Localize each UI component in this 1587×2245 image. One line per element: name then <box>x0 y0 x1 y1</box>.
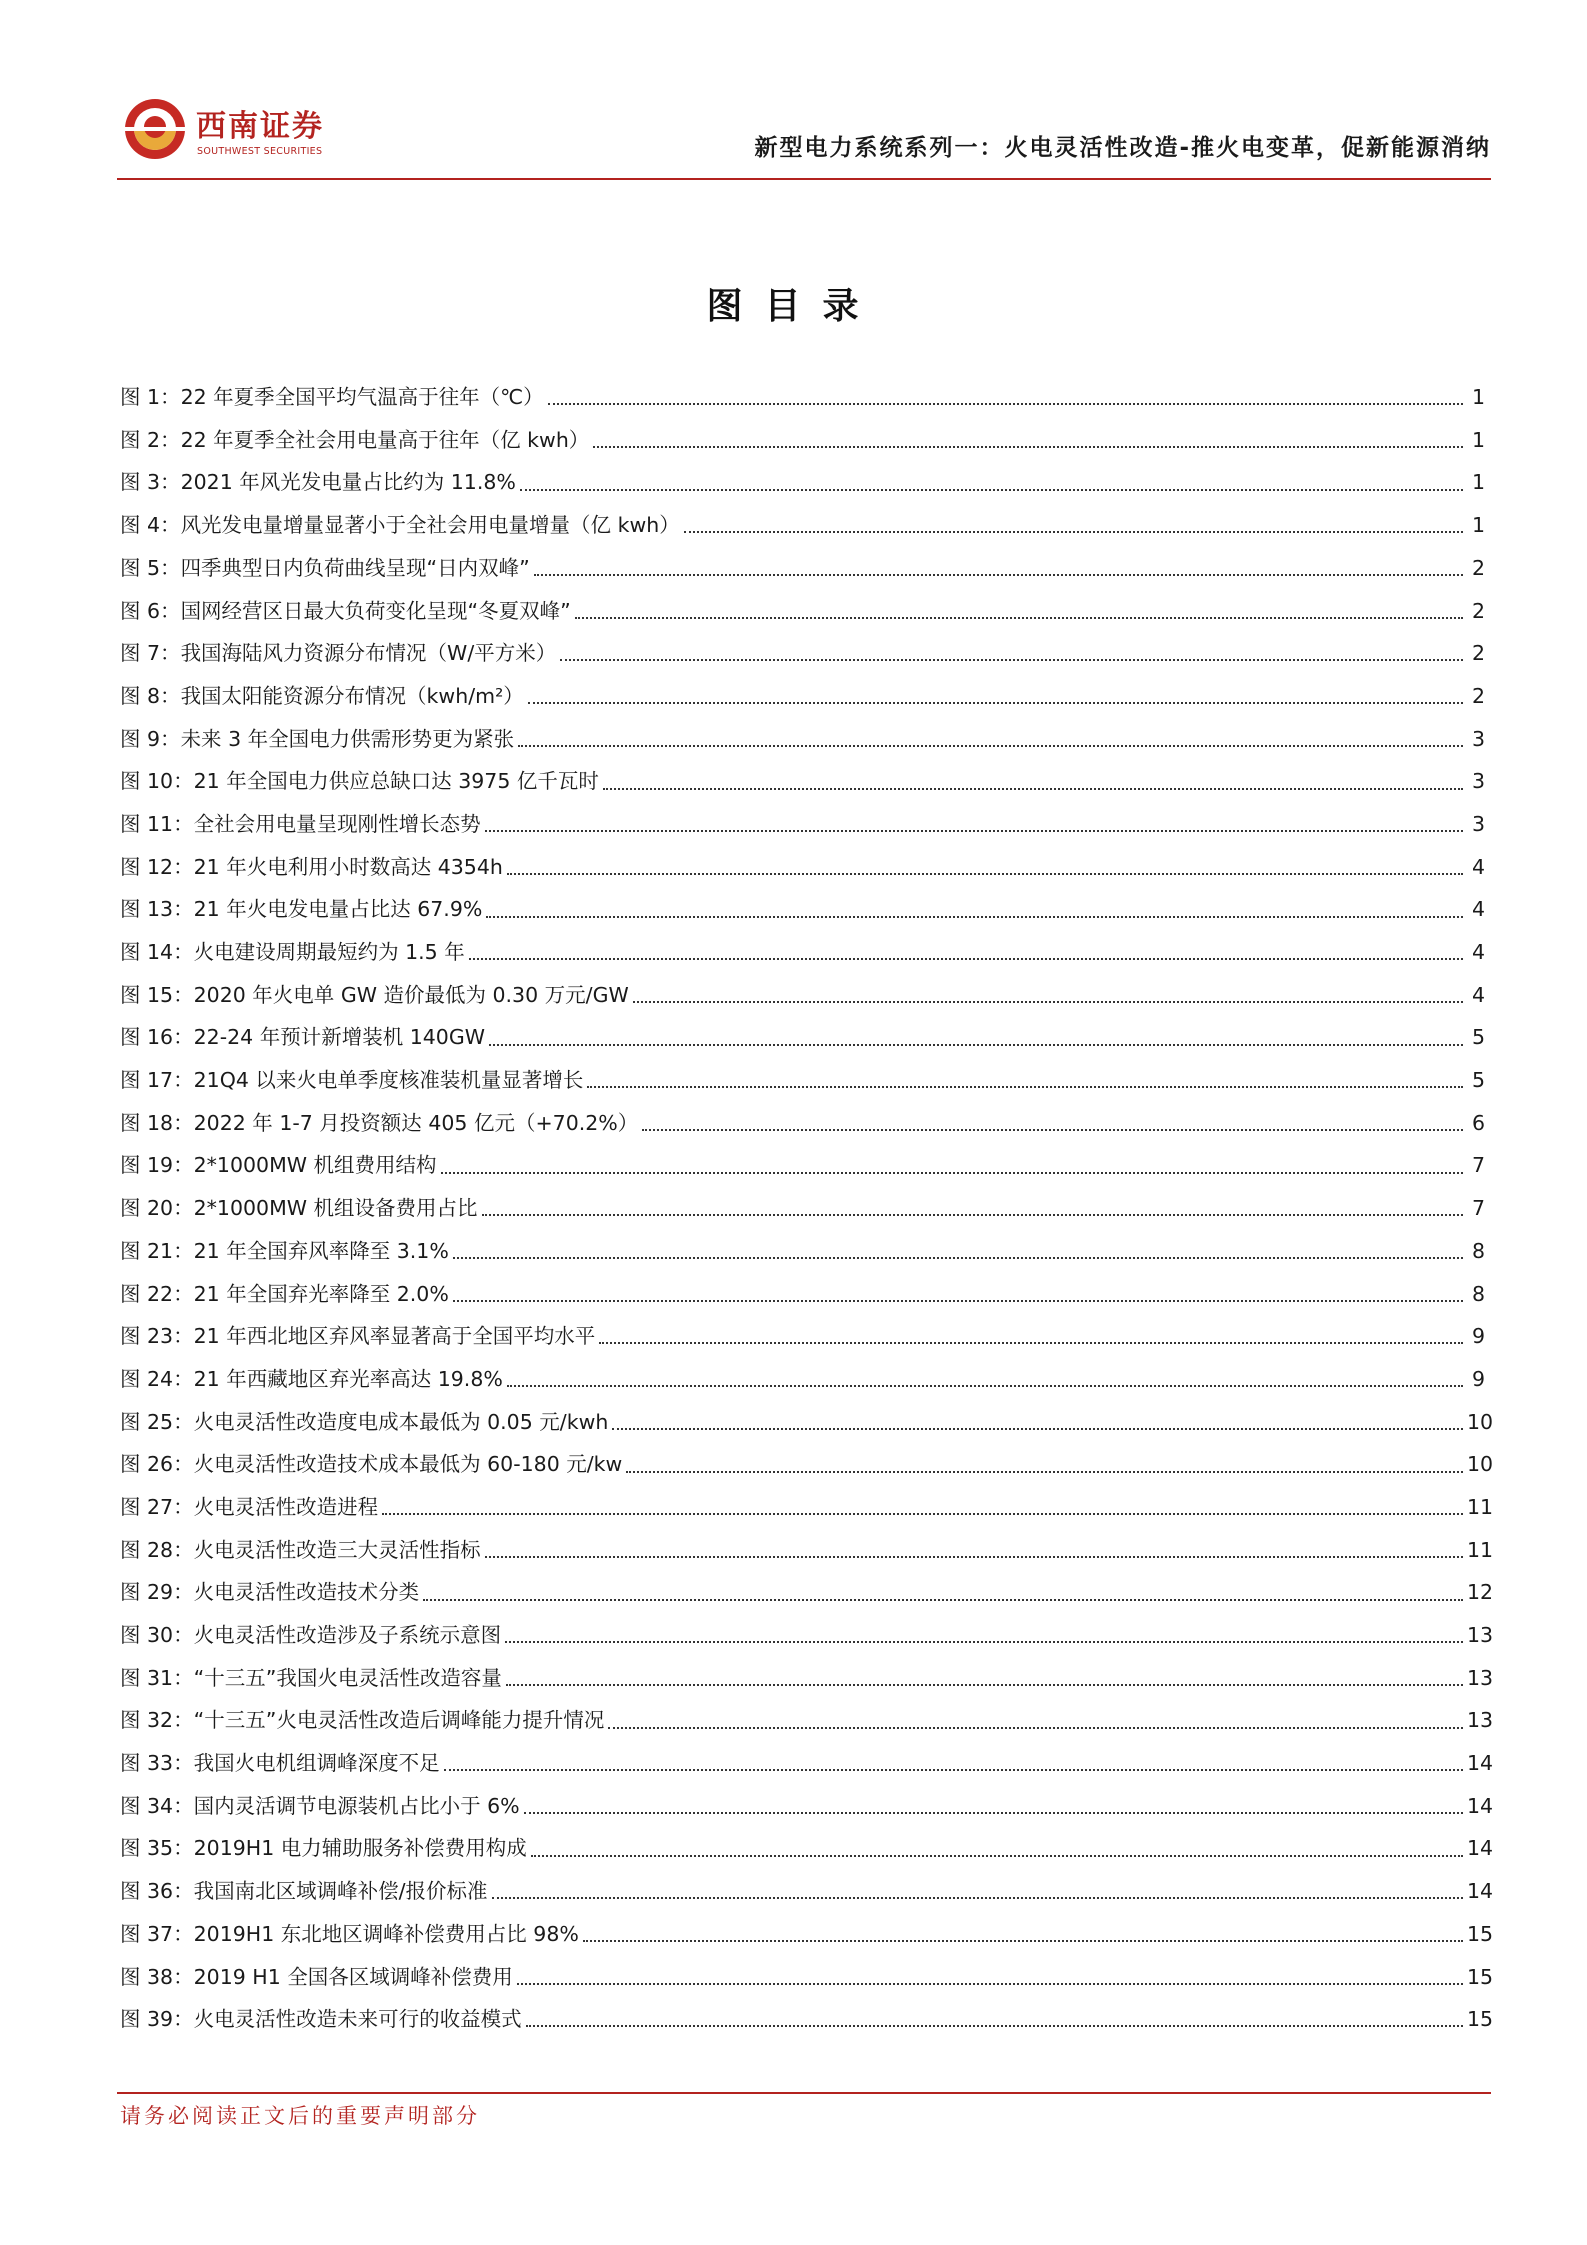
page-title: 图目录 <box>706 285 881 327</box>
toc-entry-title <box>120 1793 520 1818</box>
toc-entry-label: 图 11： <box>120 811 194 836</box>
toc-leader-dots <box>506 1684 1463 1686</box>
toc-entry-title <box>120 982 629 1007</box>
toc-page-number: 15 <box>1467 1921 1494 1946</box>
toc-leader-dots <box>423 1599 1463 1601</box>
toc-entry-label: 图 27： <box>120 1494 194 1519</box>
toc-page-number: 15 <box>1467 2007 1494 2032</box>
toc-entry[interactable] <box>120 1614 1494 1657</box>
toc-entry-text: 21 年火电利用小时数高达 4354h <box>193 854 503 879</box>
toc-entry[interactable] <box>120 675 1485 718</box>
toc-entry-label: 图 33： <box>120 1751 194 1776</box>
toc-entry-title <box>120 1326 595 1347</box>
toc-entry-title <box>120 1281 449 1306</box>
toc-leader-dots <box>444 1769 1463 1771</box>
toc-entry-label: 图 6： <box>120 598 181 623</box>
toc-leader-dots <box>507 1385 1463 1387</box>
toc-entry-label: 图 12： <box>120 854 194 879</box>
toc-page-number: 14 <box>1467 1879 1494 1904</box>
toc-entry[interactable] <box>120 1657 1494 1700</box>
toc-page-number: 10 <box>1467 1409 1494 1434</box>
toc-leader-dots <box>603 788 1463 790</box>
toc-entry-label: 图 9： <box>120 726 181 751</box>
toc-entry[interactable] <box>120 1272 1485 1315</box>
toc-entry-label: 图 20： <box>120 1196 194 1221</box>
toc-page-number: 14 <box>1467 1793 1494 1818</box>
toc-leader-dots <box>526 2025 1463 2027</box>
toc-page-number: 9 <box>1471 1366 1485 1391</box>
toc-entry[interactable] <box>120 1870 1494 1913</box>
toc-page-number: 13 <box>1467 1623 1494 1648</box>
toc-entry-text: 2020 年火电单 GW 造价最低为 0.30 万元/GW <box>193 982 629 1007</box>
toc-entry-label: 图 14： <box>120 940 194 965</box>
toc-leader-dots <box>489 1044 1463 1046</box>
toc-entry[interactable] <box>120 846 1485 889</box>
toc-entry-label: 图 1： <box>120 385 181 410</box>
toc-entry[interactable] <box>120 589 1485 632</box>
toc-entry[interactable] <box>120 1955 1494 1998</box>
toc-leader-dots <box>528 702 1463 704</box>
toc-page-number: 4 <box>1471 897 1485 922</box>
toc-page-number: 8 <box>1471 1281 1485 1306</box>
toc-leader-dots <box>518 745 1463 747</box>
toc-page-number: 13 <box>1467 1708 1494 1733</box>
toc-leader-dots <box>485 1556 1463 1558</box>
toc-entry-title <box>120 1366 503 1391</box>
toc-entry[interactable] <box>120 1187 1485 1230</box>
toc-entry-label: 图 29： <box>120 1580 194 1605</box>
toc-entry[interactable] <box>120 718 1485 761</box>
toc-entry-text: 火电灵活性改造三大灵活性指标 <box>193 1537 481 1562</box>
toc-leader-dots <box>548 403 1463 405</box>
toc-entry-title <box>120 1494 379 1519</box>
toc-entry-text: 2021 年风光发电量占比约为 11.8% <box>180 470 516 495</box>
toc-entry-label: 图 35： <box>120 1836 194 1861</box>
toc-entry-label: 图 15： <box>120 982 194 1007</box>
toc-entry-label: 图 30： <box>120 1623 194 1648</box>
toc-entry-text: 我国海陆风力资源分布情况（W/平方米） <box>180 641 557 666</box>
toc-entry[interactable] <box>120 461 1485 504</box>
toc-leader-dots <box>505 1641 1463 1643</box>
toc-entry-label: 图 18： <box>120 1110 194 1135</box>
toc-page-number: 7 <box>1471 1196 1485 1221</box>
toc-page-number: 14 <box>1467 1836 1494 1861</box>
toc-entry-title <box>120 1070 583 1091</box>
toc-leader-dots <box>482 1214 1463 1216</box>
toc-leader-dots <box>453 1300 1463 1302</box>
toc-entry-text: 我国南北区域调峰补偿/报价标准 <box>193 1879 488 1904</box>
toc-entry-label: 图 3： <box>120 470 181 495</box>
toc-leader-dots <box>469 958 1463 960</box>
toc-entry-label: 图 4： <box>120 513 181 538</box>
toc-entry-title <box>120 1110 639 1135</box>
toc-leader-dots <box>583 1940 1463 1942</box>
toc-entry-text: 火电灵活性改造技术成本最低为 60-180 元/kw <box>193 1452 623 1477</box>
toc-entry-label: 图 16： <box>120 1025 194 1050</box>
toc-entry[interactable] <box>120 1016 1485 1059</box>
toc-page-number: 7 <box>1471 1153 1485 1178</box>
toc-entry-label: 图 36： <box>120 1879 194 1904</box>
toc-entry-label: 图 17： <box>120 1068 194 1093</box>
toc-entry-text: 火电建设周期最短约为 1.5 年 <box>193 940 465 965</box>
toc-entry-title <box>120 598 571 623</box>
toc-entry-title <box>120 1238 449 1263</box>
logo-icon <box>120 94 190 164</box>
toc-entry-title <box>120 515 680 536</box>
toc-entry[interactable] <box>120 1571 1494 1614</box>
toc-entry-title <box>120 771 599 792</box>
toc-entry-text: 22 年夏季全国平均气温高于往年（℃） <box>180 385 544 410</box>
toc-entry-label: 图 19： <box>120 1153 194 1178</box>
toc-entry-text: 2*1000MW 机组费用结构 <box>193 1153 437 1178</box>
toc-entry-text: 全社会用电量呈现刚性增长态势 <box>193 811 481 836</box>
toc-entry-title <box>120 472 516 493</box>
toc-page-number: 4 <box>1471 982 1485 1007</box>
document-title: 新型电力系统系列一：火电灵活性改造-推火电变革，促新能源消纳 <box>754 135 1491 161</box>
toc-leader-dots <box>492 1897 1463 1899</box>
toc-leader-dots <box>441 1172 1463 1174</box>
toc-entry[interactable] <box>120 419 1485 462</box>
toc-entry[interactable] <box>120 1059 1485 1102</box>
toc-entry[interactable] <box>120 1913 1494 1956</box>
toc-entry-label: 图 32： <box>120 1708 194 1733</box>
header-divider <box>117 178 1491 180</box>
toc-entry-label: 图 13： <box>120 897 194 922</box>
toc-entry-text: 21 年西藏地区弃光率高达 19.8% <box>193 1366 503 1391</box>
toc-entry[interactable] <box>120 888 1485 931</box>
toc-entry-label: 图 5： <box>120 555 181 580</box>
company-logo <box>120 94 190 164</box>
toc-entry-title <box>120 942 465 963</box>
toc-entry-text: 火电灵活性改造涉及子系统示意图 <box>193 1623 502 1648</box>
toc-leader-dots <box>560 659 1463 661</box>
toc-entry-title <box>120 683 524 708</box>
toc-entry-text: 21Q4 以来火电单季度核准装机量显著增长 <box>193 1068 584 1093</box>
toc-entry-title <box>120 1665 502 1690</box>
figure-list <box>120 376 1494 2041</box>
toc-page-number: 3 <box>1471 811 1485 836</box>
toc-leader-dots <box>520 489 1463 491</box>
toc-page-number: 1 <box>1471 470 1485 495</box>
footer-divider <box>117 2092 1491 2094</box>
toc-page-number: 1 <box>1471 513 1485 538</box>
toc-entry[interactable] <box>120 547 1485 590</box>
toc-leader-dots <box>507 873 1463 875</box>
toc-entry[interactable] <box>120 1529 1494 1572</box>
toc-entry-label: 图 25： <box>120 1409 194 1434</box>
toc-entry-title <box>120 387 544 408</box>
toc-page-number: 11 <box>1467 1537 1494 1562</box>
toc-entry-text: 我国太阳能资源分布情况（kwh/m²） <box>180 683 524 708</box>
toc-entry-text: 21 年西北地区弃风率显著高于全国平均水平 <box>193 1324 596 1349</box>
toc-leader-dots <box>485 830 1463 832</box>
toc-page-number: 6 <box>1471 1110 1485 1135</box>
toc-page-number: 2 <box>1471 683 1485 708</box>
toc-entry[interactable] <box>120 1144 1485 1187</box>
toc-page-number: 10 <box>1467 1452 1494 1477</box>
toc-entry[interactable] <box>120 1699 1494 1742</box>
toc-entry-title <box>120 1753 440 1774</box>
toc-page-number: 4 <box>1471 940 1485 965</box>
toc-entry-label: 图 2： <box>120 427 181 452</box>
toc-entry-text: 21 年全国弃风率降至 3.1% <box>193 1238 449 1263</box>
toc-leader-dots <box>486 916 1463 918</box>
toc-entry[interactable] <box>120 931 1485 974</box>
toc-entry[interactable] <box>120 760 1485 803</box>
toc-leader-dots <box>575 617 1463 619</box>
toc-entry-text: 四季典型日内负荷曲线呈现“日内双峰” <box>180 555 530 580</box>
toc-entry[interactable] <box>120 1785 1494 1828</box>
toc-entry-title <box>120 1921 579 1946</box>
toc-entry-text: 21 年全国电力供应总缺口达 3975 亿千瓦时 <box>193 769 599 794</box>
toc-entry-text: 21 年火电发电量占比达 67.9% <box>193 897 483 922</box>
toc-entry[interactable] <box>120 1742 1494 1785</box>
toc-entry-title <box>120 1881 488 1902</box>
toc-entry[interactable] <box>120 376 1485 419</box>
toc-page-number: 9 <box>1471 1324 1485 1349</box>
toc-entry-label: 图 24： <box>120 1366 194 1391</box>
toc-entry-label: 图 37： <box>120 1921 194 1946</box>
toc-entry-title <box>120 1625 501 1646</box>
toc-entry-label: 图 38： <box>120 1964 194 1989</box>
toc-entry-label: 图 26： <box>120 1452 194 1477</box>
brand-name-cn: 西南证券 <box>196 109 324 144</box>
toc-page-number: 2 <box>1471 598 1485 623</box>
toc-entry-text: “十三五”我国火电灵活性改造容量 <box>193 1665 502 1690</box>
toc-entry-title <box>120 726 515 751</box>
toc-page-number: 4 <box>1471 854 1485 879</box>
toc-page-number: 12 <box>1467 1580 1494 1605</box>
toc-page-number: 14 <box>1467 1751 1494 1776</box>
toc-entry-text: 22 年夏季全社会用电量高于往年（亿 kwh） <box>180 427 590 452</box>
toc-entry[interactable] <box>120 1443 1494 1486</box>
toc-leader-dots <box>599 1342 1463 1344</box>
toc-entry-title <box>120 1582 419 1603</box>
toc-entry-title <box>120 555 530 580</box>
toc-entry[interactable] <box>120 1102 1485 1145</box>
toc-leader-dots <box>608 1727 1463 1729</box>
toc-entry-title <box>120 1838 527 1859</box>
toc-entry-label: 图 28： <box>120 1537 194 1562</box>
toc-entry-text: 2019H1 电力辅助服务补偿费用构成 <box>193 1836 527 1861</box>
toc-entry-title <box>120 1155 437 1176</box>
toc-entry-title <box>120 1027 485 1048</box>
toc-entry[interactable] <box>120 632 1485 675</box>
toc-entry-text: 风光发电量增量显著小于全社会用电量增量（亿 kwh） <box>180 513 680 538</box>
toc-entry-title <box>120 811 481 836</box>
toc-entry-title <box>120 427 590 452</box>
toc-leader-dots <box>382 1513 1463 1515</box>
toc-leader-dots <box>517 1983 1463 1985</box>
toc-leader-dots <box>524 1812 1463 1814</box>
brand-name-en: SOUTHWEST SECURITIES <box>197 146 323 157</box>
toc-entry-title <box>120 1964 513 1989</box>
toc-entry-text: “十三五”火电灵活性改造后调峰能力提升情况 <box>193 1708 605 1733</box>
toc-entry-text: 2019H1 东北地区调峰补偿费用占比 98% <box>193 1921 579 1946</box>
toc-page-number: 2 <box>1471 641 1485 666</box>
toc-entry-title <box>120 854 503 879</box>
toc-page-number: 3 <box>1471 726 1485 751</box>
toc-entry-text: 22-24 年预计新增装机 140GW <box>193 1025 485 1050</box>
toc-entry-title <box>120 899 482 920</box>
toc-page-number: 2 <box>1471 555 1485 580</box>
toc-entry[interactable] <box>120 1358 1485 1401</box>
toc-entry[interactable] <box>120 1486 1494 1529</box>
toc-entry-text: 国网经营区日最大负荷变化呈现“冬夏双峰” <box>180 598 571 623</box>
toc-leader-dots <box>633 1001 1463 1003</box>
toc-entry[interactable] <box>120 1315 1485 1358</box>
toc-entry-label: 图 7： <box>120 641 181 666</box>
toc-entry-label: 图 39： <box>120 2007 194 2032</box>
toc-entry[interactable] <box>120 803 1485 846</box>
toc-leader-dots <box>534 574 1463 576</box>
toc-leader-dots <box>642 1129 1463 1131</box>
toc-leader-dots <box>453 1257 1463 1259</box>
toc-entry-label: 图 21： <box>120 1238 194 1263</box>
toc-entry-title <box>120 643 556 664</box>
toc-entry-text: 火电灵活性改造进程 <box>193 1494 379 1519</box>
toc-entry[interactable] <box>120 504 1485 547</box>
toc-entry[interactable] <box>120 1230 1485 1273</box>
toc-entry[interactable] <box>120 1827 1494 1870</box>
toc-entry[interactable] <box>120 1401 1494 1444</box>
toc-leader-dots <box>587 1086 1463 1088</box>
toc-leader-dots <box>612 1428 1463 1430</box>
toc-entry-label: 图 31： <box>120 1665 194 1690</box>
toc-entry-label: 图 34： <box>120 1793 194 1818</box>
toc-leader-dots <box>684 531 1463 533</box>
toc-page-number: 1 <box>1471 385 1485 410</box>
toc-entry-title <box>120 1409 609 1434</box>
toc-leader-dots <box>593 446 1463 448</box>
toc-entry-text: 2019 H1 全国各区域调峰补偿费用 <box>193 1964 513 1989</box>
toc-page-number: 5 <box>1471 1068 1485 1093</box>
toc-entry-title <box>120 1537 481 1562</box>
toc-page-number: 15 <box>1467 1964 1494 1989</box>
toc-entry-label: 图 10： <box>120 769 194 794</box>
toc-leader-dots <box>531 1855 1463 1857</box>
toc-entry-title <box>120 1454 622 1475</box>
toc-page-number: 1 <box>1471 427 1485 452</box>
toc-entry-title <box>120 1198 478 1219</box>
toc-entry-label: 图 23： <box>120 1324 194 1349</box>
toc-entry-text: 2022 年 1-7 月投资额达 405 亿元（+70.2%） <box>193 1110 639 1135</box>
toc-page-number: 13 <box>1467 1665 1494 1690</box>
toc-leader-dots <box>626 1471 1463 1473</box>
toc-entry-text: 国内灵活调节电源装机占比小于 6% <box>193 1793 520 1818</box>
toc-entry-text: 未来 3 年全国电力供需形势更为紧张 <box>180 726 515 751</box>
toc-entry-text: 21 年全国弃光率降至 2.0% <box>193 1281 449 1306</box>
toc-entry-text: 我国火电机组调峰深度不足 <box>193 1751 440 1776</box>
toc-entry-text: 火电灵活性改造度电成本最低为 0.05 元/kwh <box>193 1409 609 1434</box>
toc-entry-title <box>120 1710 604 1731</box>
toc-entry[interactable] <box>120 974 1485 1017</box>
toc-entry-title <box>120 2009 522 2030</box>
toc-entry-text: 火电灵活性改造未来可行的收益模式 <box>193 2007 522 2032</box>
toc-page-number: 3 <box>1471 769 1485 794</box>
toc-entry-label: 图 8： <box>120 683 181 708</box>
toc-page-number: 8 <box>1471 1238 1485 1263</box>
toc-page-number: 5 <box>1471 1025 1485 1050</box>
toc-entry[interactable] <box>120 1998 1494 2041</box>
disclaimer-notice: 请务必阅读正文后的重要声明部分 <box>120 2104 480 2128</box>
toc-entry-text: 火电灵活性改造技术分类 <box>193 1580 420 1605</box>
toc-page-number: 11 <box>1467 1494 1494 1519</box>
toc-entry-text: 2*1000MW 机组设备费用占比 <box>193 1196 478 1221</box>
toc-entry-label: 图 22： <box>120 1281 194 1306</box>
